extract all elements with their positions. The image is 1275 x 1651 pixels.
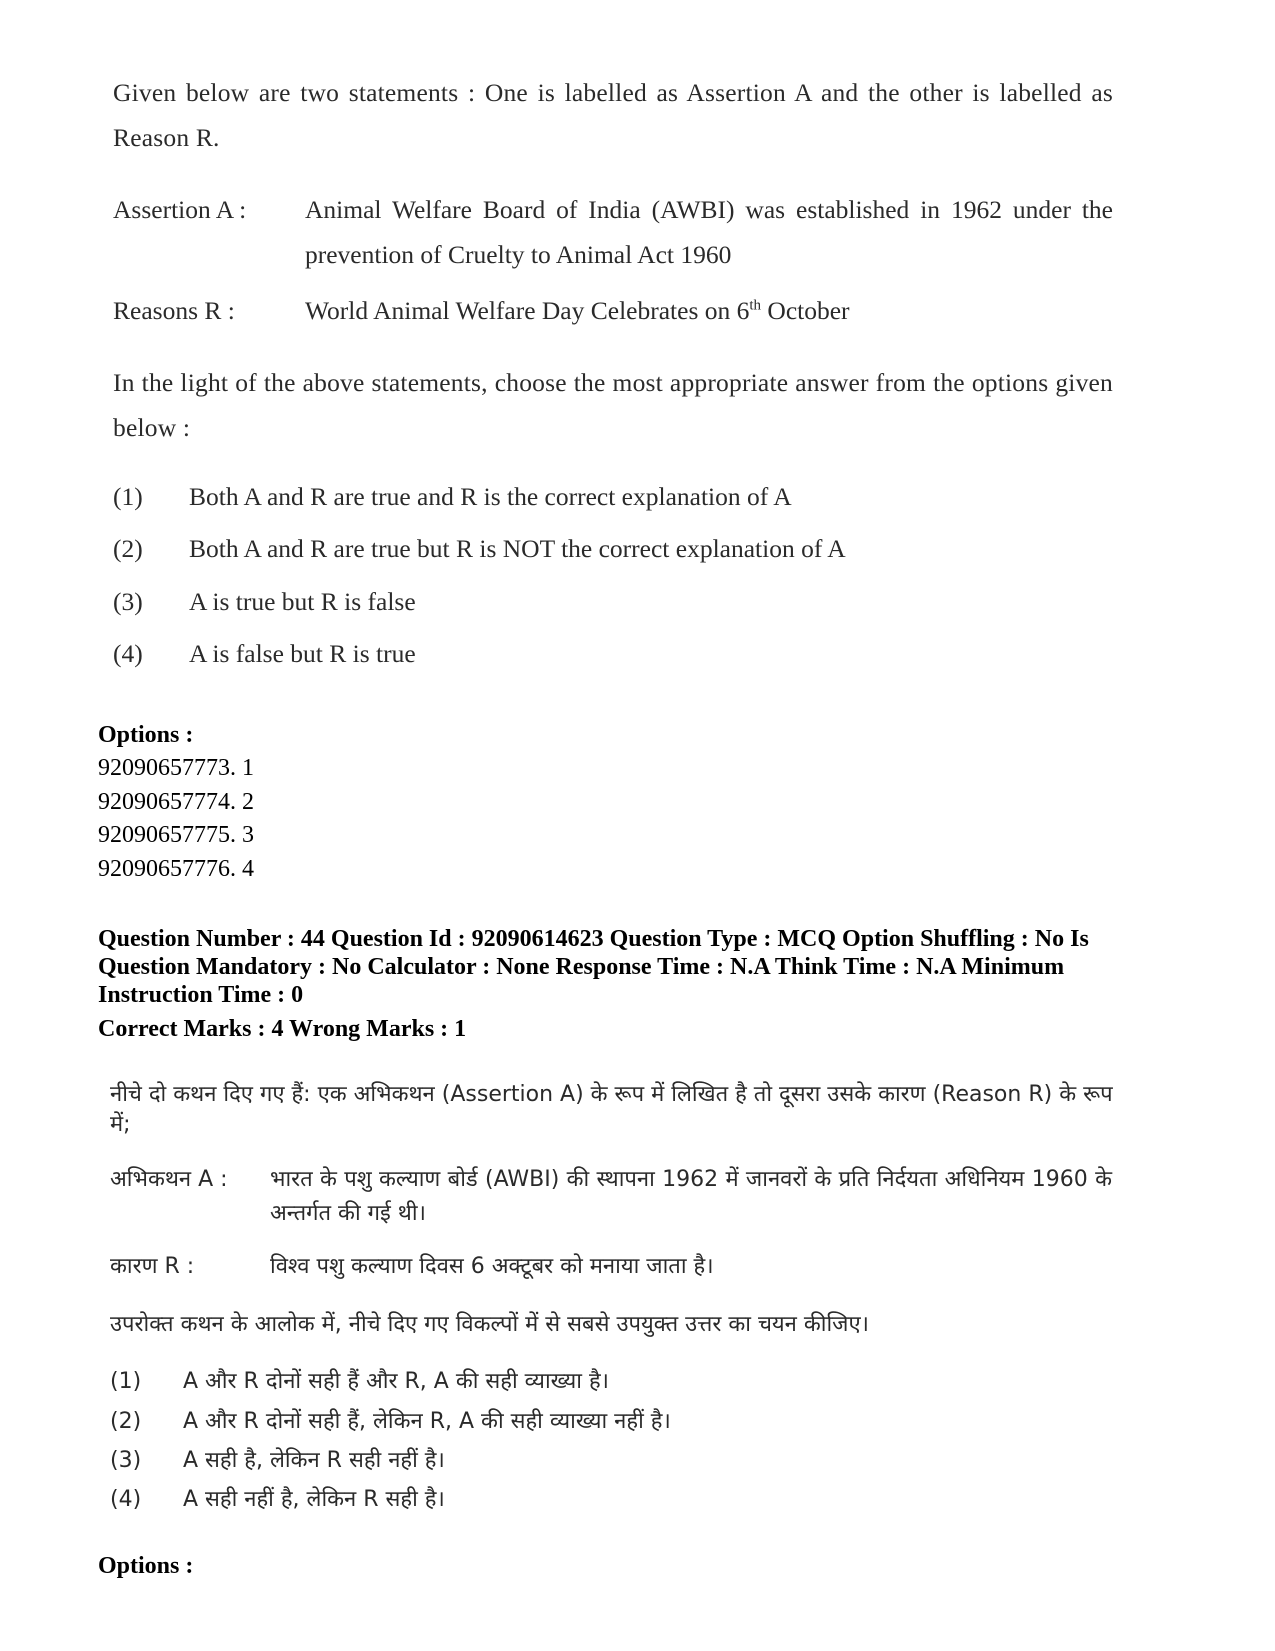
options-heading: Options : xyxy=(98,1553,194,1579)
reason-label-hindi: कारण R : xyxy=(110,1254,195,1279)
option-id: 92090657773. 1 xyxy=(98,755,254,781)
option-id: 92090657775. 3 xyxy=(98,822,254,848)
option-id: 92090657774. 2 xyxy=(98,789,254,815)
question-meta-line: Question Number : 44 Question Id : 92090614623 Question Type : MCQ Option Shuffling : No Is xyxy=(98,926,1089,952)
question-intro: Given below are two statements : One is labelled as Assertion A and the other is labelled as Reason R. xyxy=(113,78,1113,152)
question-marks: Correct Marks : 4 Wrong Marks : 1 xyxy=(98,1016,467,1042)
question-instruction-hindi: उपरोक्त कथन के आलोक में, नीचे दिए गए विकल्पों में से सबसे उपयुक्त उत्तर का चयन कीजिए। xyxy=(110,1312,869,1337)
option-id: 92090657776. 4 xyxy=(98,856,254,882)
question-meta-line: Question Mandatory : No Calculator : None Response Time : N.A Think Time : N.A Minimum xyxy=(98,954,1065,980)
reason-text-hindi: विश्व पशु कल्याण दिवस 6 अक्टूबर को मनाया जाता है। xyxy=(270,1254,714,1279)
question-intro-hindi: नीचे दो कथन दिए गए हैं: एक अभिकथन (Assertion A) के रूप में लिखित है तो दूसरा उसके कारण (Reason R) के रूप में; xyxy=(110,1082,1113,1137)
reason-text: World Animal Welfare Day Celebrates on 6th October xyxy=(305,296,850,325)
question-meta-line: Instruction Time : 0 xyxy=(98,982,304,1008)
assertion-label-hindi: अभिकथन A : xyxy=(110,1167,228,1192)
options-heading: Options : xyxy=(98,722,194,748)
assertion-label: Assertion A : xyxy=(113,195,247,224)
question-instruction: In the light of the above statements, choose the most appropriate answer from the options given below : xyxy=(113,368,1113,442)
reason-label: Reasons R : xyxy=(113,296,235,325)
assertion-text: Animal Welfare Board of India (AWBI) was established in 1962 under the prevention of Cruelty to Animal Act 1960 xyxy=(305,195,1113,269)
assertion-text-hindi: भारत के पशु कल्याण बोर्ड (AWBI) की स्थापना 1962 में जानवरों के प्रति निर्दयता अधिनियम 1960 के अन्तर्गत की गई थी। xyxy=(270,1167,1112,1226)
